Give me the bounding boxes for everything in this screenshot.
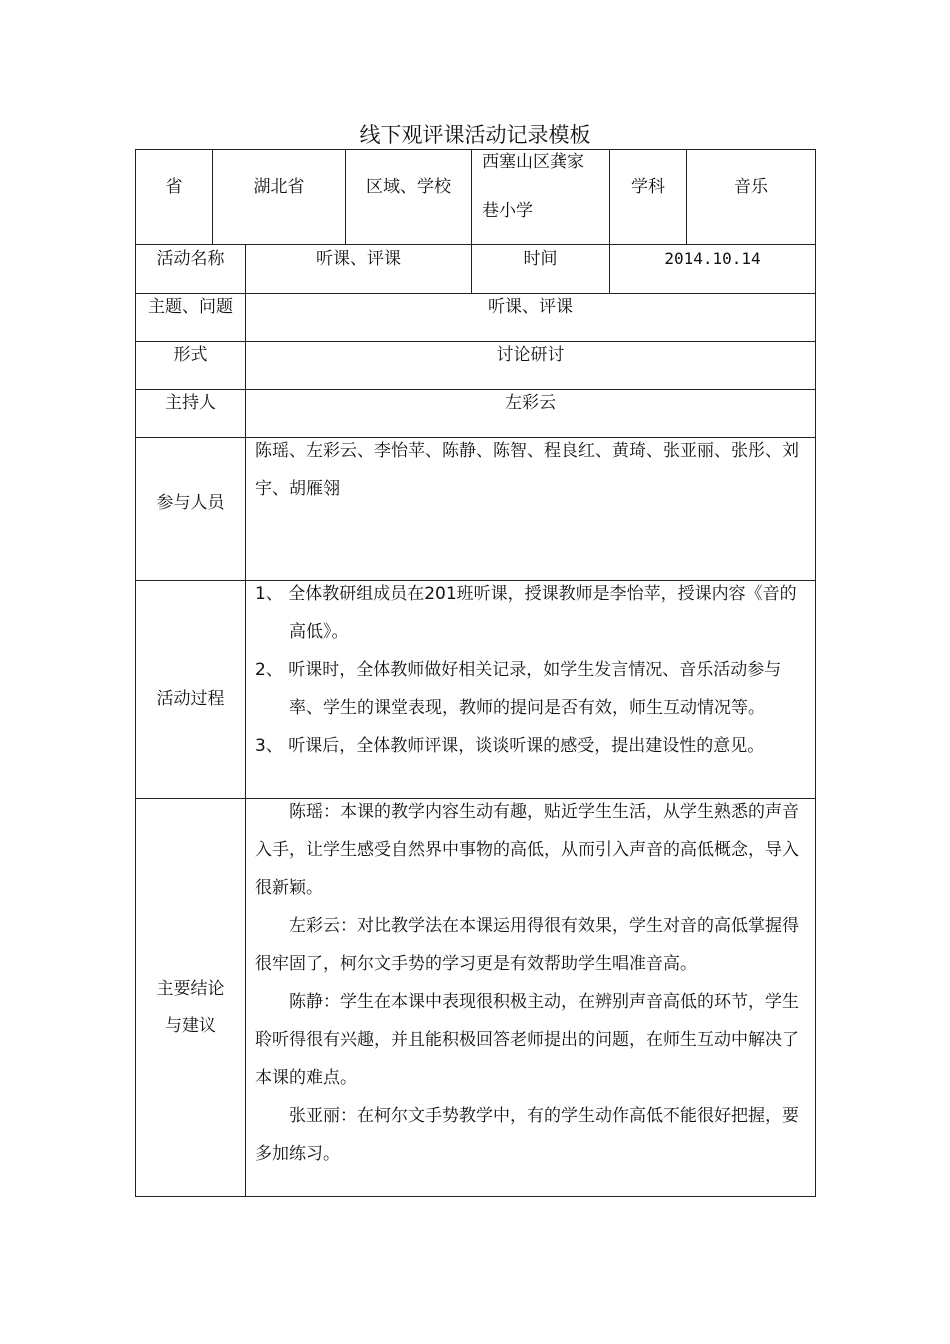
subject-label: 学科 — [631, 177, 665, 197]
conclusion-paragraph: 陈静：学生在本课中表现很积极主动，在辨别声音高低的环节，学生聆听得很有兴趣，并且能积极回答老师提出的问题，在师生互动中解决了本课的难点。 — [255, 992, 799, 1088]
topic-label: 主题、问题 — [148, 297, 233, 317]
school-value-line2: 巷小学 — [482, 201, 533, 221]
conclusion-paragraph: 陈瑶：本课的教学内容生动有趣，贴近学生生活，从学生熟悉的声音入手，让学生感受自然界中事物的高低，从而引入声音的高低概念，导入很新颖。 — [255, 802, 799, 898]
host-value: 左彩云 — [505, 393, 556, 413]
time-label: 时间 — [523, 249, 558, 269]
page-title: 线下观评课活动记录模板 — [359, 123, 591, 147]
participants-value — [255, 432, 809, 508]
conclusions-label-line1: 主要结论 — [156, 979, 225, 999]
process-list — [255, 575, 809, 765]
table-border-right — [815, 149, 816, 1197]
time-value: 2014.10.14 — [664, 249, 761, 268]
table-border-top — [135, 149, 815, 150]
host-label: 主持人 — [165, 393, 216, 413]
participants-text: 陈瑶、左彩云、李怡苹、陈静、陈智、程良红、黄琦、张亚丽、张彤、刘宇、胡雁翎 — [255, 441, 799, 499]
conclusions-label-line2: 与建议 — [165, 1016, 216, 1036]
conclusion-paragraph: 张亚丽：在柯尔文手势教学中，有的学生动作高低不能很好把握，要多加练习。 — [255, 1106, 799, 1164]
subject-value: 音乐 — [734, 177, 768, 197]
process-label: 活动过程 — [156, 689, 225, 709]
process-item: 3、 听课后，全体教师评课，谈谈听课的感受，提出建设性的意见。 — [255, 736, 765, 756]
participants-label: 参与人员 — [156, 493, 225, 513]
process-item: 2、 听课时，全体教师做好相关记录，如学生发言情况、音乐活动参与率、学生的课堂表现，教师的提问是否有效，师生互动情况等。 — [255, 660, 782, 718]
conclusions-list — [255, 793, 809, 1173]
province-label: 省 — [165, 177, 183, 197]
process-item: 1、 全体教研组成员在201班听课，授课教师是李怡苹，授课内容《音的高低》。 — [255, 584, 797, 642]
table-border-bottom — [135, 1196, 816, 1197]
area-school-label: 区域、学校 — [366, 177, 451, 197]
school-value-line1: 西塞山区龚家 — [482, 152, 584, 172]
topic-value: 听课、评课 — [488, 297, 573, 317]
conclusion-paragraph: 左彩云：对比教学法在本课运用得很有效果，学生对音的高低掌握得很牢固了，柯尔文手势的学习更是有效帮助学生唱准音高。 — [255, 916, 799, 974]
form-label: 形式 — [173, 345, 208, 365]
activity-name-value: 听课、评课 — [316, 249, 401, 269]
form-value: 讨论研讨 — [496, 345, 565, 365]
activity-name-label: 活动名称 — [156, 249, 225, 269]
province-value: 湖北省 — [253, 177, 305, 197]
